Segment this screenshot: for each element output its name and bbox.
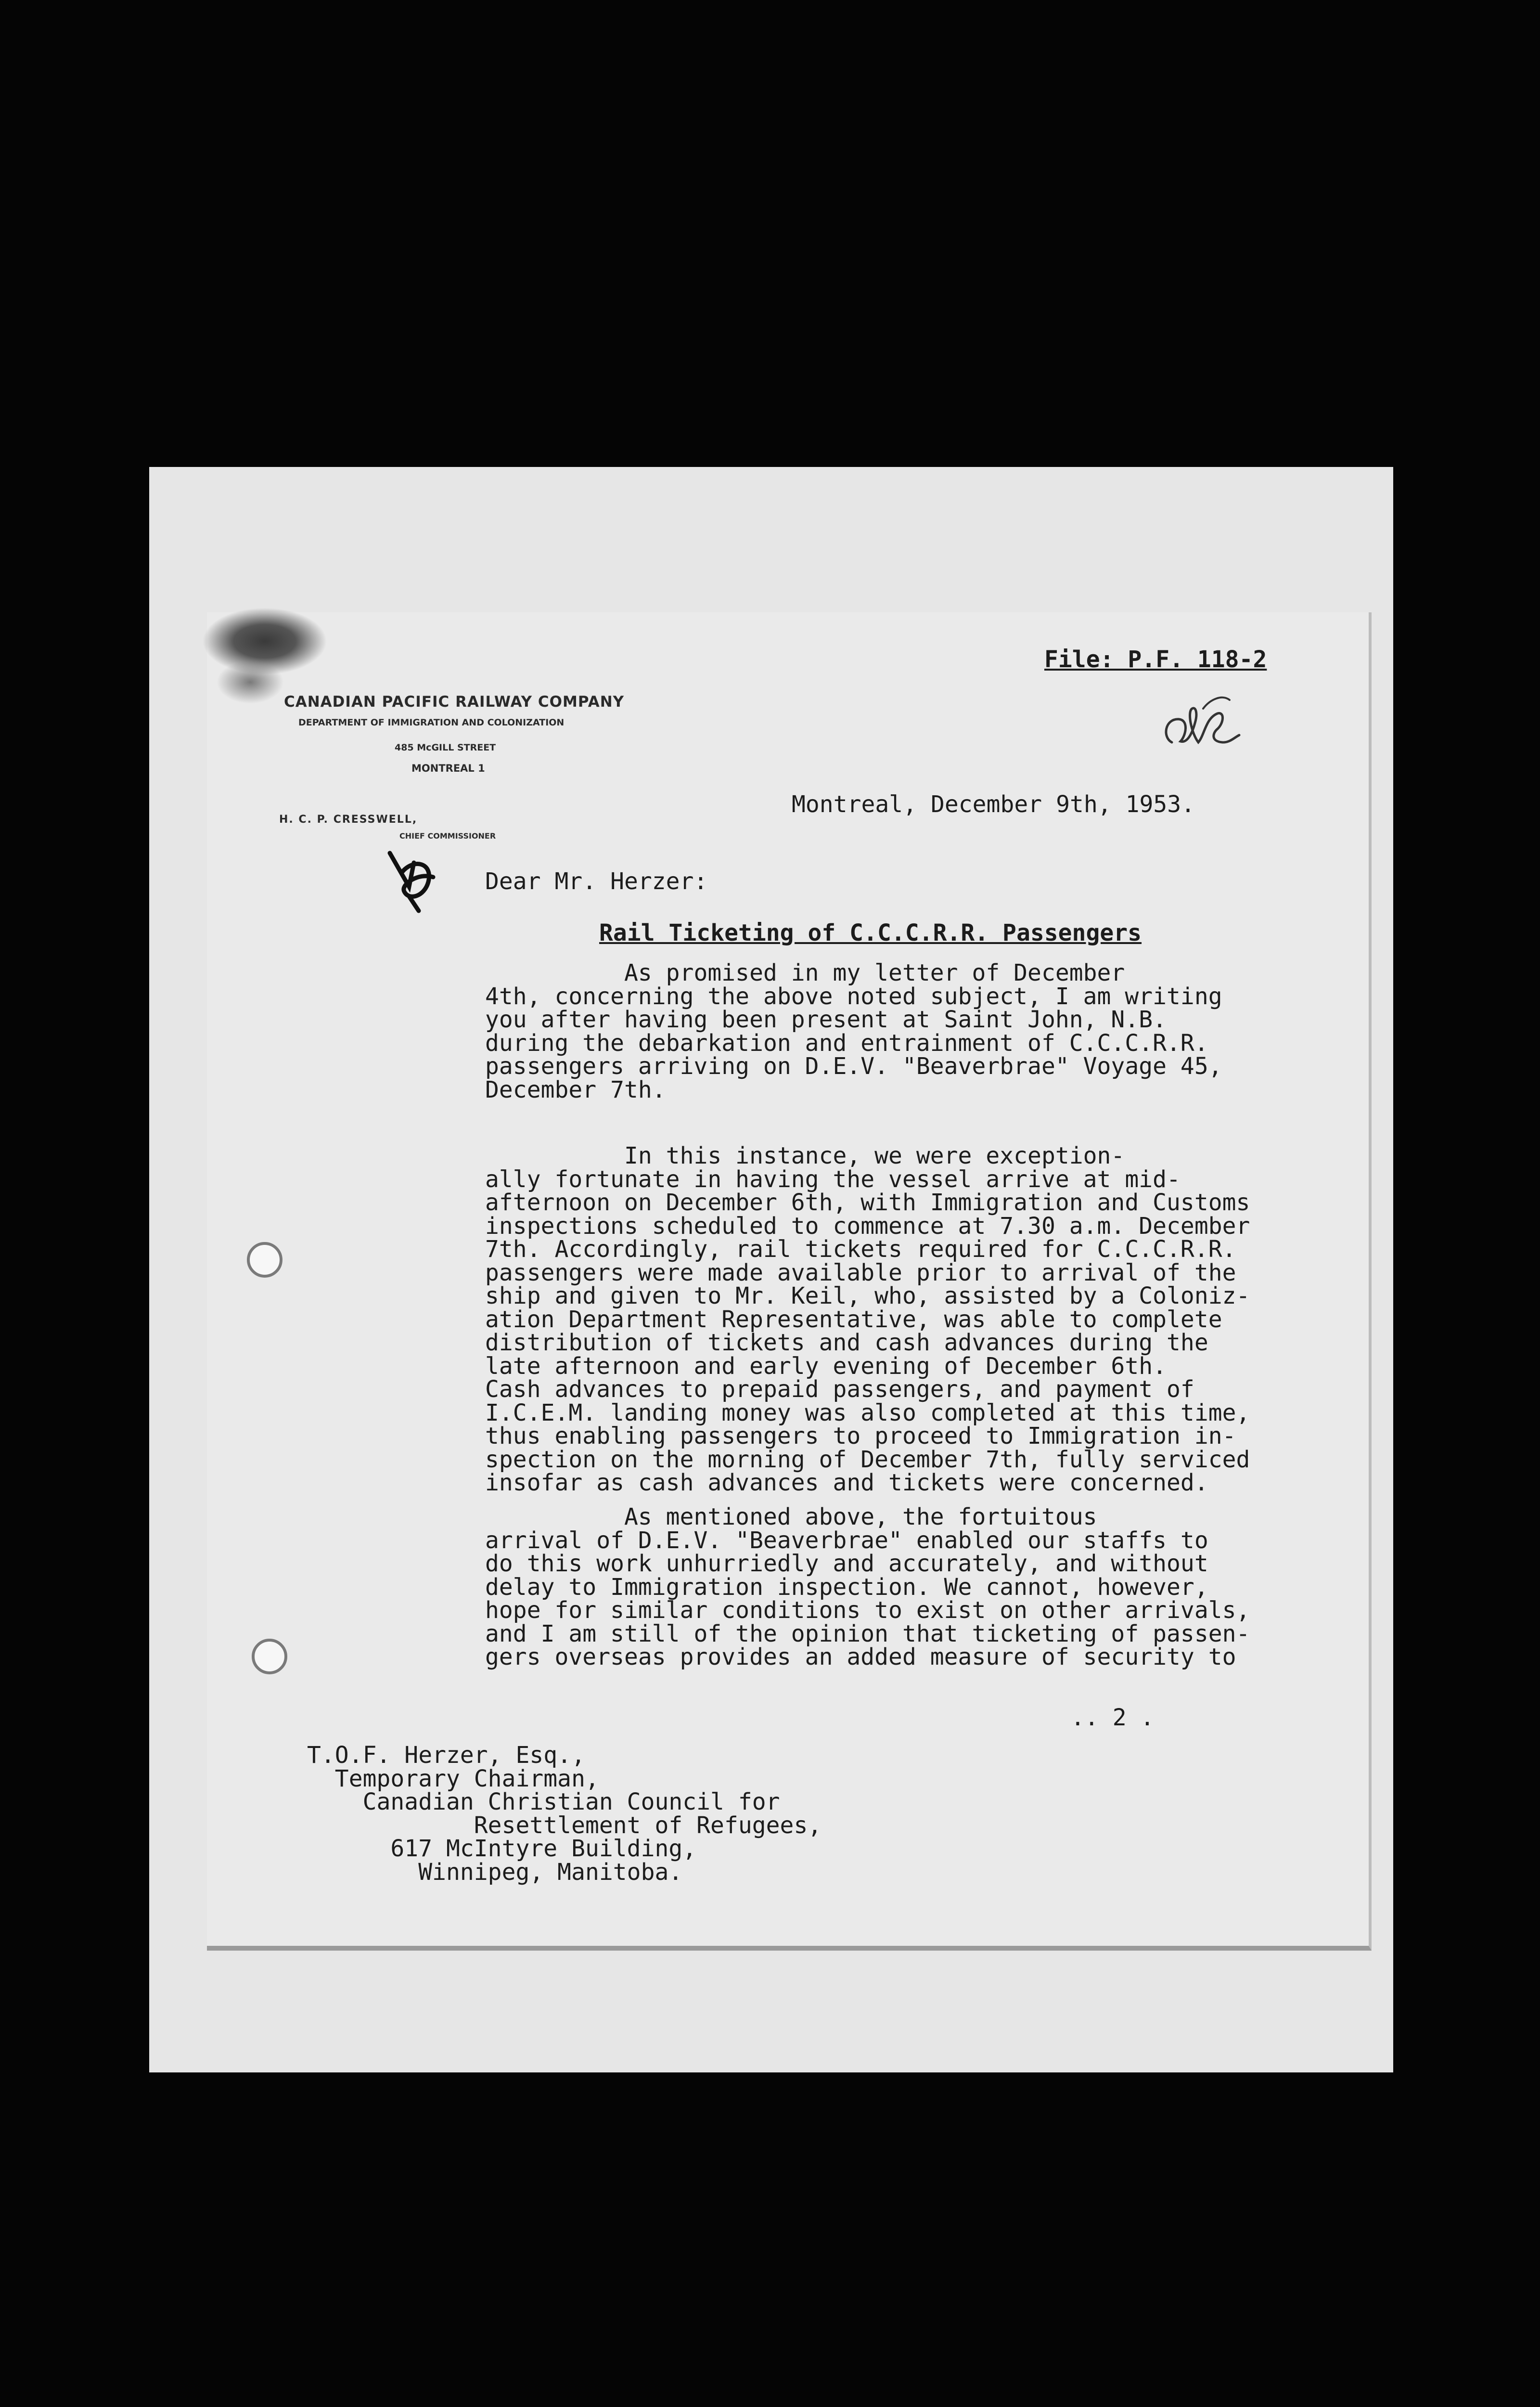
- salutation: Dear Mr. Herzer:: [485, 868, 708, 895]
- letter-page: [207, 612, 1372, 1951]
- file-reference: File: P.F. 118-2: [1044, 646, 1267, 673]
- city-name: MONTREAL 1: [411, 763, 485, 774]
- page-continuation: .. 2 .: [1071, 1704, 1155, 1731]
- recipient-address: T.O.F. Herzer, Esq., Temporary Chairman, Canadian Christian Council for Resettlement of Refugees, 617 McIntyre Building, Winnipeg, Manitoba.: [307, 1742, 822, 1886]
- paragraph: As mentioned above, the fortuitous arrival of D.E.V. "Beaverbrae" enabled our staffs to do this work unhurriedly and accurately, and without delay to Immigration inspection. We cannot, however, hope for similar conditions to exist on other arrivals, and I am still of the opinion that ticketing of passen- gers overseas provides an added measure of security to: [485, 1503, 1250, 1670]
- subject-line: Rail Ticketing of C.C.C.R.R. Passengers: [599, 919, 1142, 946]
- paragraph: In this instance, we were exception- ally fortunate in having the vessel arrive at mid- afternoon on December 6th, with Immigration and Customs inspections scheduled to commence at 7.30 a.m. December 7th. Accordingly, rail tickets required for C.C.C.R.R. passengers were made available prior to arrival of the ship and given to Mr. Keil, who, assisted by a Coloniz- ation Department Representative, was able to complete distribution of tickets and cash advances during the late afternoon and early evening of December 6th. Cash advances to prepaid passengers, and payment of I.C.E.M. landing money was also completed at this time, thus enabling passengers to proceed to Immigration in- spection on the morning of December 7th, fully serviced insofar as cash advances and tickets were concerned.: [485, 1142, 1250, 1496]
- handwritten-initials: [1157, 689, 1249, 757]
- department-name: DEPARTMENT OF IMMIGRATION AND COLONIZATION: [298, 717, 565, 728]
- street-address: 485 McGILL STREET: [395, 742, 496, 753]
- film-frame: [149, 467, 1393, 2072]
- commissioner-title: CHIEF COMMISSIONER: [399, 831, 496, 841]
- paragraph: As promised in my letter of December 4th, concerning the above noted subject, I am writing you after having been present at Saint John, N.B. during the debarkation and entrainment of C.C.C.R.R. passengers arriving on D.E.V. "Beaverbrae" Voyage 45, December 7th.: [485, 959, 1222, 1103]
- commissioner-name: H. C. P. CRESSWELL,: [279, 814, 418, 826]
- company-name: CANADIAN PACIFIC RAILWAY COMPANY: [284, 693, 625, 711]
- letter-date: Montreal, December 9th, 1953.: [792, 791, 1195, 818]
- punch-hole: [252, 1639, 287, 1674]
- ink-stain: [217, 660, 284, 704]
- punch-hole: [247, 1242, 282, 1278]
- filed-stamp-mark: [380, 843, 443, 916]
